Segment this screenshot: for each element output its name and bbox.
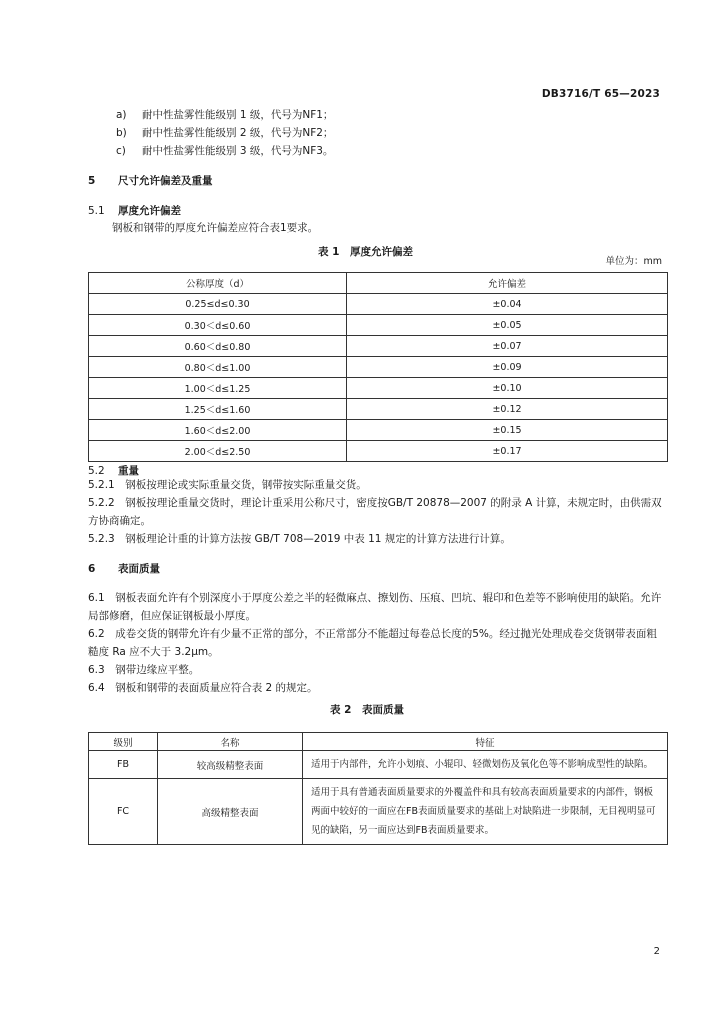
- paragraph: 钢板和钢带的厚度允许偏差应符合表1要求。: [112, 222, 319, 234]
- table-row: [89, 357, 668, 378]
- table-header-cell: 特征: [303, 733, 668, 751]
- table-cell: 高级精整表面: [158, 779, 303, 845]
- table-cell: 0.30＜d≤0.60: [89, 315, 347, 336]
- table-cell: ±0.12: [347, 399, 668, 420]
- table-cell: 1.25＜d≤1.60: [89, 399, 347, 420]
- section-heading: 5 尺寸允许偏差及重量: [88, 175, 213, 187]
- thickness-tolerance-table: [88, 272, 668, 462]
- table-cell: 较高级精整表面: [158, 751, 303, 779]
- table-header-cell: 名称: [158, 733, 303, 751]
- section-heading: 6 表面质量: [88, 563, 160, 575]
- table-unit: 单位为：mm: [605, 256, 662, 267]
- table-header-row: [89, 273, 668, 294]
- table-header-cell: 公称厚度（d）: [89, 273, 347, 294]
- paragraph: 6.4 钢板和钢带的表面质量应符合表 2 的规定。: [88, 682, 318, 694]
- table-row: [89, 399, 668, 420]
- table-header-cell: 级别: [89, 733, 158, 751]
- list-item: b) 耐中性盐雾性能级别 2 级，代号为NF2；: [116, 127, 334, 139]
- table-caption: 表 2 表面质量: [330, 704, 404, 716]
- paragraph: 5.2.2 钢板按理论重量交货时，理论计重采用公称尺寸，密度按GB/T 20878—2007 的附录 A 计算，未规定时，由供需双方协商确定。: [88, 497, 662, 527]
- table-caption: 表 1 厚度允许偏差: [318, 246, 413, 258]
- table-header-cell: 允许偏差: [347, 273, 668, 294]
- table-header-row: [89, 733, 668, 751]
- table-cell: 2.00＜d≤2.50: [89, 441, 347, 462]
- table-cell: ±0.07: [347, 336, 668, 357]
- table-cell: FB: [89, 751, 158, 779]
- table-cell: FC: [89, 779, 158, 845]
- table-row: [89, 315, 668, 336]
- table-cell: ±0.05: [347, 315, 668, 336]
- table-row: [89, 336, 668, 357]
- table-cell: ±0.09: [347, 357, 668, 378]
- paragraph: 5.2.3 钢板理论计重的计算方法按 GB/T 708—2019 中表 11 规定的计算方法进行计算。: [88, 533, 511, 545]
- paragraph: 6.1 钢板表面允许有个别深度小于厚度公差之半的轻微麻点、擦划伤、压痕、凹坑、辊印和色差等不影响使用的缺陷。允许局部修磨，但应保证钢板最小厚度。: [88, 592, 662, 622]
- subsection-heading: 5.2 重量: [88, 465, 139, 477]
- table-cell: 适用于具有普通表面质量要求的外覆盖件和具有较高表面质量要求的内部件，钢板两面中较好的一面应在FB表面质量要求的基础上对缺陷进一步限制，无目视明显可见的缺陷，另一面应达到FB表面质量要求。: [303, 779, 668, 845]
- table-cell: ±0.17: [347, 441, 668, 462]
- table-cell: 1.60＜d≤2.00: [89, 420, 347, 441]
- table-row: [89, 420, 668, 441]
- subsection-heading: 5.1 厚度允许偏差: [88, 205, 181, 217]
- table-row: [89, 751, 668, 779]
- paragraph: 5.2.1 钢板按理论或实际重量交货，钢带按实际重量交货。: [88, 479, 367, 491]
- table-row: [89, 779, 668, 845]
- table-cell: 0.25≤d≤0.30: [89, 294, 347, 315]
- table-cell: ±0.04: [347, 294, 668, 315]
- table-cell: 1.00＜d≤1.25: [89, 378, 347, 399]
- page-number: 2: [653, 946, 660, 957]
- surface-quality-table: [88, 732, 668, 845]
- table-cell: ±0.10: [347, 378, 668, 399]
- table-cell: 0.60＜d≤0.80: [89, 336, 347, 357]
- list-item: c) 耐中性盐雾性能级别 3 级，代号为NF3。: [116, 145, 334, 157]
- table-cell: 0.80＜d≤1.00: [89, 357, 347, 378]
- list-item: a) 耐中性盐雾性能级别 1 级，代号为NF1；: [116, 109, 334, 121]
- table-row: [89, 294, 668, 315]
- paragraph: 6.2 成卷交货的钢带允许有少量不正常的部分，不正常部分不能超过每卷总长度的5%。经过抛光处理成卷交货钢带表面粗糙度 Ra 应不大于 3.2μm。: [88, 628, 657, 658]
- document-id: DB3716/T 65—2023: [541, 88, 660, 100]
- table-cell: 适用于内部件，允许小划痕、小辊印、轻微划伤及氧化色等不影响成型性的缺陷。: [303, 751, 668, 779]
- table-cell: ±0.15: [347, 420, 668, 441]
- table-row: [89, 441, 668, 462]
- paragraph: 6.3 钢带边缘应平整。: [88, 664, 200, 676]
- table-row: [89, 378, 668, 399]
